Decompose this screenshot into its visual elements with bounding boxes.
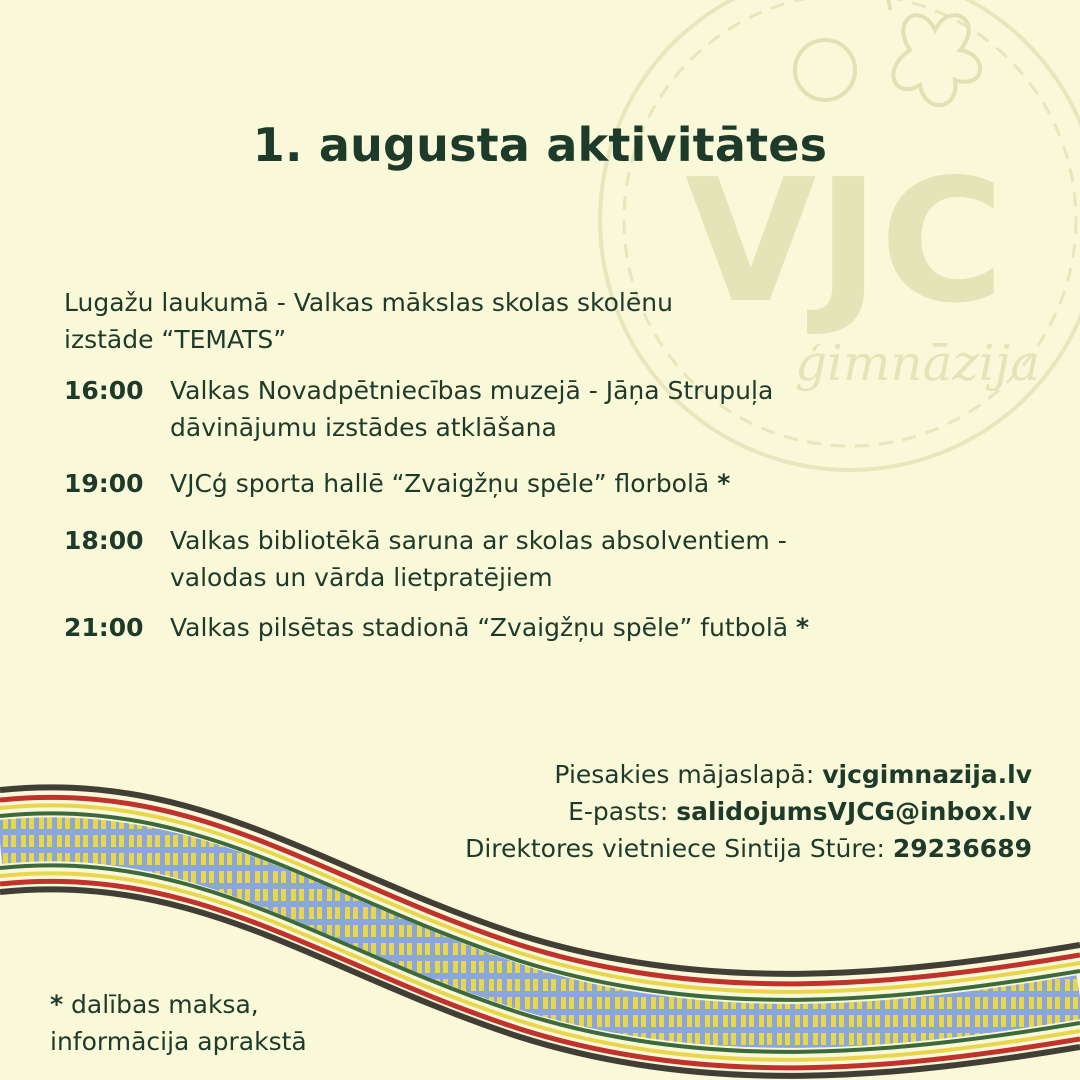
event-time: 16:00 — [64, 376, 144, 405]
footnote-line: dalības maksa, — [71, 990, 259, 1019]
intro-line: izstāde “TEMATS” — [64, 325, 287, 354]
event-line: Valkas bibliotēkā saruna ar skolas absolventiem - — [170, 526, 787, 555]
flower-icon — [795, 0, 980, 105]
event-line: Valkas pilsētas stadionā “Zvaigžņu spēle” futbolā — [170, 613, 789, 642]
website-link[interactable]: vjcgimnazija.lv — [822, 760, 1032, 789]
footnote-line: informācija aprakstā — [50, 1027, 307, 1056]
intro-line: Lugažu laukumā - Valkas mākslas skolas skolēnu — [64, 288, 673, 317]
event-line: Valkas Novadpētniecības muzejā - Jāņa Strupuļa — [170, 376, 774, 405]
event-line: valodas un vārda lietpratējiem — [170, 563, 553, 592]
event-description — [170, 465, 930, 502]
email-link[interactable]: salidojumsVJCG@inbox.lv — [676, 797, 1032, 826]
event-description — [170, 522, 930, 596]
registration-label: Piesakies mājaslapā: — [554, 760, 815, 789]
event-time: 19:00 — [64, 469, 144, 498]
page-title: 1. augusta aktivitātes — [252, 118, 828, 172]
event-line: VJCģ sporta hallē “Zvaigžņu spēle” florbolā — [170, 469, 710, 498]
fee-star-marker: * — [717, 469, 731, 498]
email-label: E-pasts: — [568, 797, 669, 826]
phone-line — [465, 830, 1032, 867]
footnote-star: * — [50, 990, 64, 1019]
contact-info — [465, 756, 1032, 867]
event-description — [170, 609, 930, 646]
event-description — [170, 372, 930, 446]
event-time: 18:00 — [64, 526, 144, 555]
fee-star-marker: * — [796, 613, 810, 642]
email-line — [465, 793, 1032, 830]
phone-number: 29236689 — [892, 834, 1032, 863]
logo-script: ģimnāzija — [795, 334, 1041, 392]
phone-label: Direktores vietniece Sintija Stūre: — [465, 834, 885, 863]
logo-letters: VJC — [685, 143, 1005, 341]
footnote — [50, 986, 307, 1060]
intro-text — [64, 284, 824, 358]
registration-line — [465, 756, 1032, 793]
event-time: 21:00 — [64, 613, 144, 642]
event-line: dāvinājumu izstādes atklāšana — [170, 413, 557, 442]
